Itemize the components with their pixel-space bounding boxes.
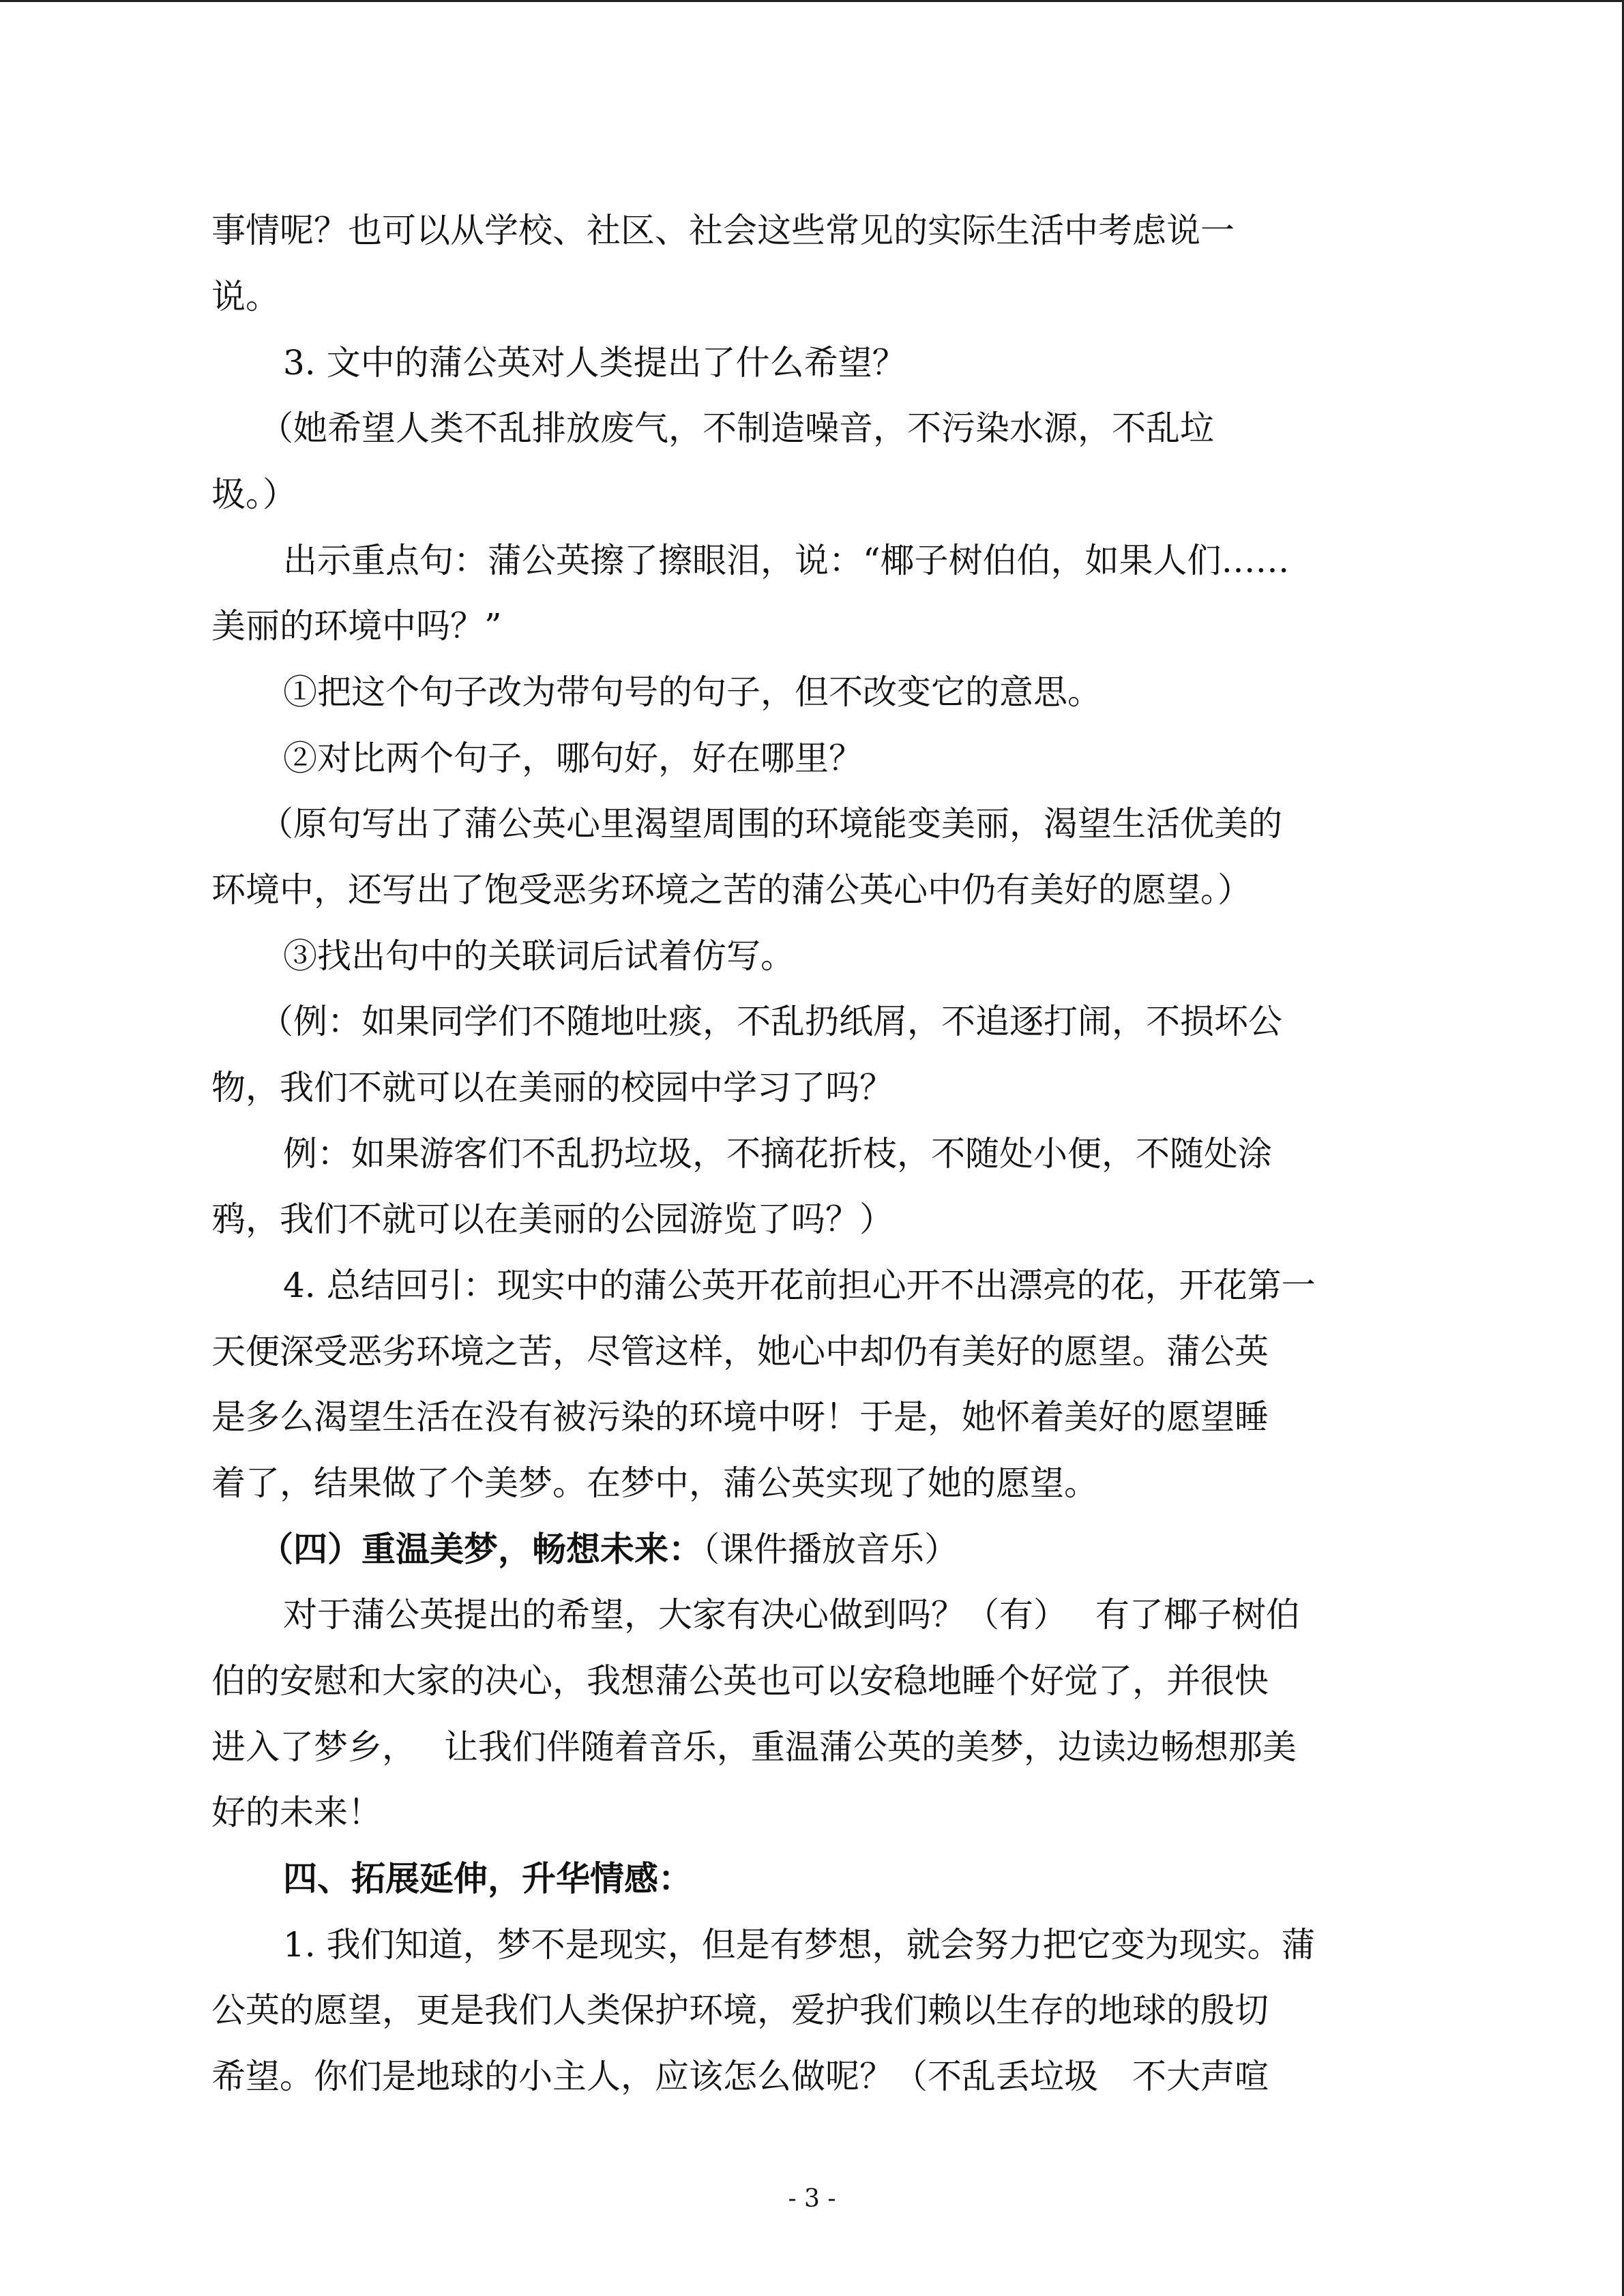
section-note: （课件播放音乐） (703, 1530, 958, 1569)
question-3: 3. 文中的蒲公英对人类提出了什么希望？ (283, 343, 906, 383)
section-heading: （四）重温美梦，畅想未来： (259, 1529, 703, 1569)
text-line: 伯的安慰和大家的决心，我想蒲公英也可以安稳地睡个好觉了，并很快 (211, 1661, 1269, 1701)
text-line: 是多么渴望生活在没有被污染的环境中呀！于是，她怀着美好的愿望睡 (211, 1397, 1269, 1437)
top-border-line (0, 0, 1624, 2)
text-line: 物，我们不就可以在美丽的校园中学习了吗？ (211, 1068, 894, 1107)
text-line: 事情呢？也可以从学校、社区、社会这些常见的实际生活中考虑说一 (211, 211, 1235, 250)
text-line: ③找出句中的关联词后试着仿写。 (283, 936, 795, 976)
text-line: 圾。） (211, 475, 297, 514)
text-line: 例：如果游客们不乱扔垃圾，不摘花折枝，不随处小便，不随处涂 (283, 1134, 1272, 1174)
text-line: 进入了梦乡， 让我们伴随着音乐，重温蒲公英的美梦，边读边畅想那美 (211, 1727, 1297, 1767)
text-line: 公英的愿望，更是我们人类保护环境，爱护我们赖以生存的地球的殷切 (211, 1991, 1269, 2030)
text-line: 环境中，还写出了饱受恶劣环境之苦的蒲公英心中仍有美好的愿望。） (211, 870, 1252, 910)
text-line: （例：如果同学们不随地吐痰，不乱扔纸屑，不追逐打闹，不损坏公 (259, 1002, 1282, 1041)
question-4: 4. 总结回引：现实中的蒲公英开花前担心开不出漂亮的花，开花第一 (283, 1266, 1316, 1305)
text-line: ①把这个句子改为带句号的句子，但不改变它的意思。 (283, 672, 1102, 712)
text-line: 天便深受恶劣环境之苦，尽管这样，她心中却仍有美好的愿望。蒲公英 (211, 1332, 1269, 1371)
text-line: 说。 (211, 277, 280, 316)
text-line: （她希望人类不乱排放废气，不制造噪音，不污染水源，不乱垃 (259, 408, 1214, 448)
text-line: ②对比两个句子，哪句好，好在哪里？ (283, 739, 863, 778)
text-line: （原句写出了蒲公英心里渴望周围的环境能变美丽，渴望生活优美的 (259, 804, 1282, 844)
text-line: 美丽的环境中吗？” (211, 606, 502, 646)
section-heading-line (259, 1529, 1487, 1570)
text-line: 着了，结果做了个美梦。在梦中，蒲公英实现了她的愿望。 (211, 1463, 1098, 1503)
part-heading: 四、拓展延伸，升华情感： (283, 1858, 692, 1898)
text-line: 出示重点句：蒲公英擦了擦眼泪，说：“椰子树伯伯，如果人们…… (283, 541, 1290, 580)
text-line: 鸦，我们不就可以在美丽的公园游览了吗？） (211, 1199, 894, 1239)
text-line: 1. 我们知道，梦不是现实，但是有梦想，就会努力把它变为现实。蒲 (283, 1925, 1316, 1965)
text-line: 好的未来！ (211, 1793, 382, 1832)
text-line: 希望。你们是地球的小主人，应该怎么做呢？（不乱丢垃圾 不大声喧 (211, 2057, 1269, 2096)
text-line: 对于蒲公英提出的希望，大家有决心做到吗？（有） 有了椰子树伯 (283, 1595, 1300, 1635)
page-number: - 3 - (788, 2185, 836, 2213)
